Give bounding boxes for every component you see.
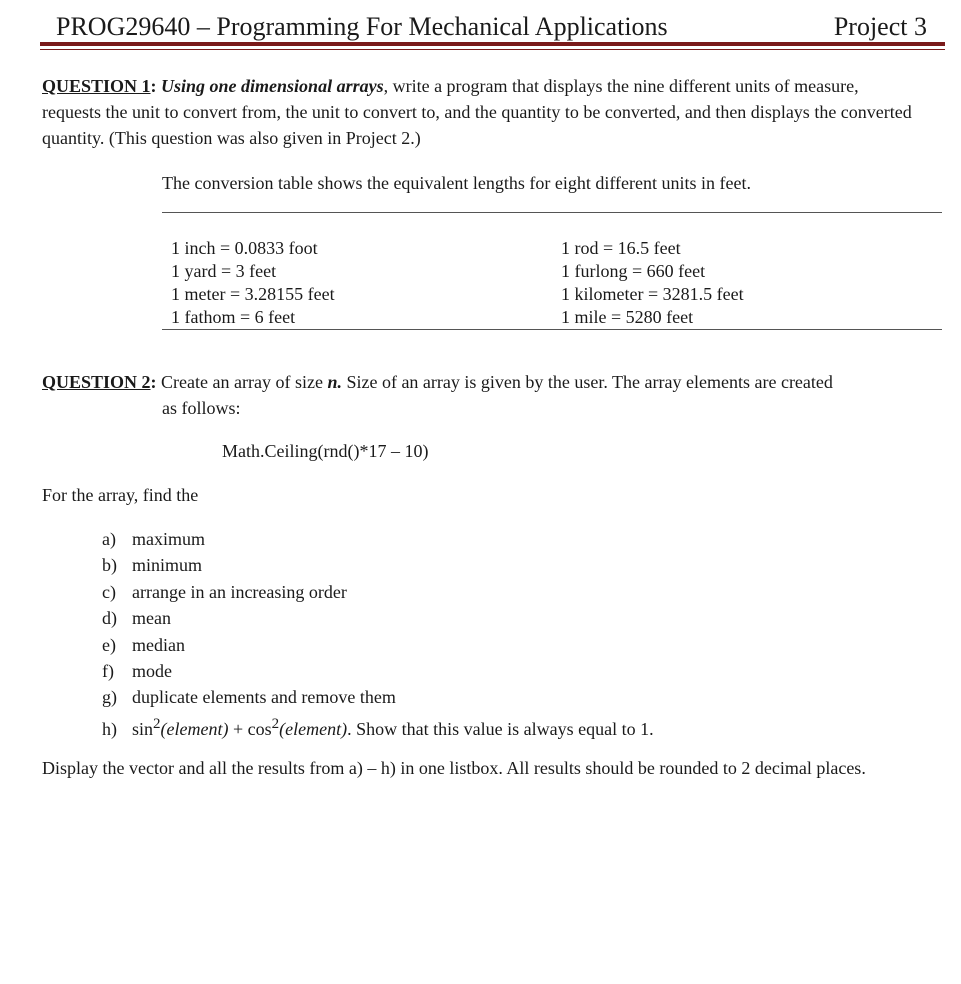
list-item [102, 632, 654, 658]
conversion-row: 1 rod = 16.5 feet [561, 238, 681, 258]
conversion-row: 1 fathom = 6 feet [171, 307, 296, 327]
question-2-label: QUESTION 2 [42, 372, 151, 392]
question-1-paragraph [42, 73, 922, 151]
question-1-label: QUESTION 1 [42, 76, 151, 96]
header-rule-thick [40, 42, 945, 46]
project-number: Project 3 [833, 12, 927, 41]
list-item [102, 579, 654, 605]
item-text: maximum [132, 529, 205, 549]
item-label: d) [102, 608, 117, 629]
question-1-colon: : [150, 76, 157, 96]
item-text: median [132, 634, 185, 655]
header-rule-thin [40, 49, 945, 50]
item-label: h) [102, 718, 117, 739]
list-item [102, 605, 654, 631]
conversion-table-intro: The conversion table shows the equivalent lengths for eight different units in feet. [162, 173, 752, 193]
question-2-text-after: Size of an array is given by the user. The array elements are created [341, 372, 833, 392]
item-text: arrange in an increasing order [132, 581, 347, 602]
table-bottom-rule [162, 329, 942, 330]
question-1-text: , write a program that displays the nine different units of measure, requests the unit to convert from, the unit to convert to, and the quantity to be converted, and then displays the converted quantity. (This question was also given in Project 2.) [42, 76, 912, 148]
question-2-text-before: Create an array of size [156, 372, 328, 392]
question-2-colon: : [150, 372, 157, 392]
cos-function: cos [247, 718, 272, 739]
list-item [102, 526, 654, 552]
list-item [102, 552, 654, 578]
final-instructions: Display the vector and all the results from a) – h) in one listbox. All results should be rounded to 2 decimal places. [42, 758, 866, 778]
formula: Math.Ceiling(rnd()*17 – 10) [222, 441, 429, 461]
question-1-emphasis: Using one dimensional arrays [161, 76, 384, 96]
conversion-row: 1 furlong = 660 feet [561, 261, 706, 281]
sin-argument: (element) [160, 718, 229, 739]
conversion-row: 1 inch = 0.0833 foot [171, 238, 318, 258]
item-label: c) [102, 581, 116, 602]
question-2-continuation: as follows: [162, 398, 241, 418]
table-top-rule [162, 212, 942, 213]
task-list [102, 526, 654, 742]
find-intro: For the array, find the [42, 485, 199, 505]
cos-exponent: 2 [271, 715, 280, 732]
item-text: mode [132, 661, 172, 682]
item-text: minimum [132, 555, 203, 576]
item-text: mean [132, 608, 171, 629]
n-symbol: n. [327, 372, 342, 392]
conversion-column-left [171, 237, 335, 329]
conversion-row: 1 yard = 3 feet [171, 261, 277, 281]
item-label: e) [102, 634, 116, 655]
item-label: a) [102, 529, 116, 549]
trig-item-rest: . Show that this value is always equal to 1. [347, 718, 654, 739]
item-label: b) [102, 555, 117, 576]
item-text: duplicate elements and remove them [132, 687, 396, 708]
list-item [102, 658, 654, 684]
course-title: PROG29640 – Programming For Mechanical Applications [56, 12, 668, 41]
question-2-paragraph [42, 369, 927, 421]
conversion-row: 1 meter = 3.28155 feet [171, 284, 335, 304]
cos-argument: (element) [279, 718, 348, 739]
sin-function: sin [132, 718, 154, 739]
item-label: g) [102, 687, 117, 708]
list-item [102, 684, 654, 710]
item-label: f) [102, 661, 114, 682]
conversion-row: 1 kilometer = 3281.5 feet [561, 284, 744, 304]
conversion-row: 1 mile = 5280 feet [561, 307, 694, 327]
sin-exponent: 2 [153, 715, 161, 732]
plus-sign: + [228, 718, 248, 739]
conversion-column-right [561, 237, 744, 329]
list-item-trig [102, 711, 654, 742]
